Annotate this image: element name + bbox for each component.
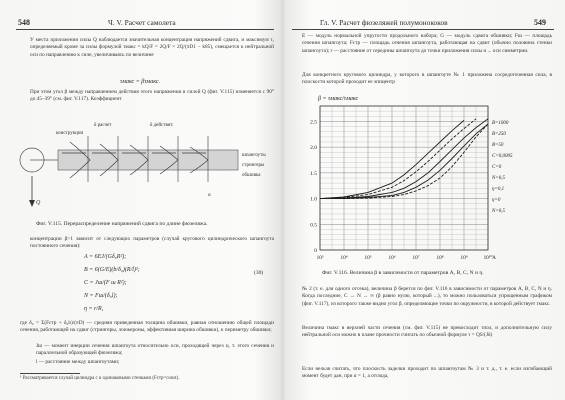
y-tick-label: 1.0 xyxy=(310,196,317,203)
chart-ylabel: β = τмакс/τмакс xyxy=(318,96,359,102)
fig-label-4: шпангоуты xyxy=(242,153,266,158)
definition-4: Fстр — площадь сечения шпангоута, работающая на сдвиг (обычно половина стенки шпангоута); xyxy=(302,40,552,54)
formula-n: N = Fш/(δ₀l); xyxy=(84,293,118,299)
page-number-right: 549 xyxy=(534,18,546,27)
fig-label-1: δ расчет xyxy=(94,123,112,128)
x-tick-label: 10⁷ xyxy=(412,255,420,261)
where-paragraph-2: Jш — момент инерции сечения шпангоута относительно оси, проходящей через ц. т. этого сечения и параллельной образующей фюзеляжа; xyxy=(36,343,274,357)
fig-label-3: конструкции xyxy=(56,131,84,136)
force-label: Q xyxy=(36,200,41,206)
right-paragraph-2: Величина τмакс в верхней части сечения (см. фиг. V.115) не превосходит τпол, и дополнительную силу нейтральной оси можно в плане прочности считать по обычной формуле τ = QS/(Jδ) xyxy=(302,325,552,339)
chart-annotation: B=1000 xyxy=(492,121,509,126)
definition-3: Fш — площадь сечения шпангоута; xyxy=(302,33,552,47)
intro-paragraph-right: Для конкретного кругового цилиндра, у которого в шпангоуте № 1 приложена сосредоточенная сила, в плоскости которой проходит ее эпицентр xyxy=(302,72,552,86)
right-paragraph-3: Если нельзя считать, что плоскость заделки проходит по шпангоутам № 3 и т. д., т. е. если изгибающий момент будет дан, при α = 1, а отсюда, xyxy=(302,366,552,380)
chart-annotation: C=0 xyxy=(492,165,502,170)
chart-annotation: C=0,0005 xyxy=(492,154,513,159)
y-tick-label: 2.0 xyxy=(310,145,317,152)
concentration-paragraph: концентрации β>1 зависит от следующих параметров (случай кругового цилиндрического шпангоута постоянного сечения): xyxy=(30,236,274,250)
chart-annotation: η=0,1 xyxy=(492,187,505,192)
x-tick-label: 10³ xyxy=(316,255,324,261)
fig-label-6: обшивка xyxy=(242,173,261,178)
formula-eta: η = r/R, xyxy=(84,306,104,312)
definition-1: E — модуль нормальной упругости продольного набора; xyxy=(302,33,438,39)
header-rule-left xyxy=(16,29,274,30)
where-paragraph: где δ₀ = Σ(Fстр + δ₀b)/(πD) — средняя приведенная толщина обшивки, равная отношению общей площади сечения, работающей на сдвиг (стрингеры, лонжероны, эффективная ширина обшивки), к периметру обшивки; xyxy=(20,320,274,334)
beta-chart xyxy=(288,90,560,268)
formula-a: A = 6EJ/(Gδ₀R²); xyxy=(84,254,127,260)
chart-annotation: η=0 xyxy=(492,198,501,203)
figure-caption-left: Фиг. V.115. Перераспределение напряжений сдвига по длине фюзеляжа. xyxy=(36,221,208,227)
hatching xyxy=(62,152,206,154)
chart-grid xyxy=(320,106,488,250)
running-title-right: Гл. V. Расчет фюзеляжей полумонококов xyxy=(320,18,448,27)
footnote-left: ¹ Рассматривается случай цилиндра с n одинаковыми стенками (Fстр=const). xyxy=(20,376,180,381)
definitions-list xyxy=(302,33,552,69)
footnote-rule xyxy=(20,373,80,374)
chart-annotation: N=0,5 xyxy=(492,176,505,181)
chart-annotations xyxy=(491,121,513,214)
definition-5: r — расстояние от середины шпангоута до точки приложения силы и ... оси симметрии. xyxy=(330,47,529,54)
running-title-left: Ч. V. Расчет самолета xyxy=(108,18,176,27)
paragraph-after-relation: При этом угол β между направлением действия этого напряжения и силой Q (фиг. V.115) изменяется с 90° до 45–39° (см. фиг. V.117). Коэффициент xyxy=(30,89,274,103)
intro-paragraph-left: У места приложения силы Q наблюдается значительная концентрация напряжений сдвига, и максимум τ, определяемый кроме за силы формулой τмакс = kQ/F = 2Q/F = 2Q/(πD1 − k85), смещается к нейтральной оси по направлению к силе, увеличиваясь по величине xyxy=(30,37,274,58)
definition-2: G — модуль сдвига обшивки; xyxy=(440,33,513,39)
where-paragraph-3: l — расстояние между шпангоутами; xyxy=(36,359,120,365)
series-line-4 xyxy=(320,119,476,199)
right-paragraph-1: № 2 (т. е. для одного отсека), величина β берется по фиг. V.116 в зависимости от параметров A, B, C, N и η. Когда последние, C → N → ∞ (β равно нулю, который ...), то можно пользоваться упрощенным графиком (фиг. V.117), из которого также видно угол β, определяющие точки по окружности, в которой действует τмакс. xyxy=(302,286,552,307)
chart-axes xyxy=(310,106,496,261)
formula-c: C = Jш/(F ш R²); xyxy=(84,280,127,286)
dimension-label: α xyxy=(208,193,211,198)
formula-b: B = 6(G/E)(b/δ₀)(R/l)²; xyxy=(84,267,140,273)
tau-relation: τмакс = βτмакс. xyxy=(120,79,160,85)
force-arrowhead xyxy=(29,200,35,207)
chart-annotation: N=0,5 xyxy=(492,209,505,214)
x-tick-label: 10⁹ xyxy=(460,255,468,261)
x-tick-label: 10¹⁰ xyxy=(483,255,493,261)
y-tick-label: 2.5 xyxy=(310,119,317,126)
chart-annotation: B=50 xyxy=(492,143,504,148)
fig-label-2: δ действит. xyxy=(150,123,174,128)
y-tick-label: 0.5 xyxy=(310,222,317,229)
right-page xyxy=(284,0,565,400)
y-tick-label: 0 xyxy=(314,248,317,254)
fuselage-figure xyxy=(10,112,280,217)
chart-annotation: B=250 xyxy=(492,132,506,137)
x-tick-label: 10⁵ xyxy=(364,255,372,261)
left-page xyxy=(0,0,282,400)
chart-caption: Фиг. V.116. Величина β в зависимости от параметров A, B, C, N и η. xyxy=(322,270,484,276)
x-tick-label: 10⁸ xyxy=(436,255,444,261)
x-tick-label: A xyxy=(492,255,496,261)
formula-number: (30) xyxy=(254,270,264,276)
x-tick-label: 10⁶ xyxy=(388,255,396,261)
x-tick-label: 10⁴ xyxy=(340,255,348,261)
fig-label-5: стрингеры xyxy=(242,163,265,168)
page-number-left: 548 xyxy=(18,18,30,27)
header-rule-right xyxy=(292,29,554,30)
y-tick-label: 1.5 xyxy=(310,170,317,177)
